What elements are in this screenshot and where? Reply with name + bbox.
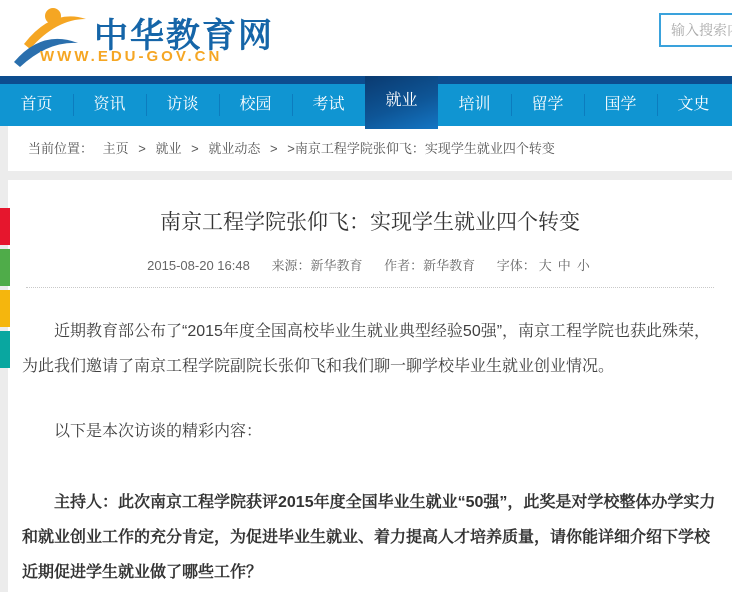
- font-size-label: 字体：: [496, 258, 536, 273]
- nav-item-abroad[interactable]: 留学: [511, 84, 584, 126]
- article-paragraph: 以下是本次访谈的精彩内容：: [54, 423, 263, 440]
- breadcrumb-link-home[interactable]: 主页: [102, 141, 129, 156]
- nav-item-home[interactable]: 首页: [20, 96, 53, 113]
- font-size-medium-button[interactable]: 中: [557, 258, 571, 273]
- article-title: 南京工程学院张仰飞：实现学生就业四个转变: [160, 211, 580, 234]
- nav-item-exam[interactable]: 考试: [292, 84, 365, 126]
- article-card: [8, 180, 732, 592]
- author-label: 作者：: [384, 258, 424, 273]
- share-rail: [0, 208, 10, 372]
- article-paragraph: 近期教育部公布了“2015年度全国高校毕业生就业典型经验50强”，南京工程学院也获此殊荣，为此我们邀请了南京工程学院副院长张仰飞和我们聊一聊学校毕业生就业创业情况。: [22, 323, 711, 375]
- font-size-control: [497, 258, 593, 273]
- article-paragraph-host-question: 主持人：此次南京工程学院获评2015年度全国毕业生就业“50强”，此奖是对学校整体办学实力和就业创业工作的充分肯定，为促进毕业生就业、着力提高人才培养质量，请你能详细介绍下学校近期促进学生就业做了哪些工作？: [22, 494, 716, 581]
- article-body: [22, 314, 718, 590]
- site-header: [0, 0, 732, 76]
- site-logo[interactable]: [10, 2, 370, 74]
- nav-item-interview[interactable]: 访谈: [146, 84, 219, 126]
- dotted-divider: [26, 286, 714, 288]
- article-meta: [8, 255, 732, 274]
- source-label: 来源：: [271, 258, 311, 273]
- breadcrumb-bar: [8, 126, 732, 171]
- author-field: [384, 258, 475, 273]
- breadcrumb-separator: >: [270, 141, 278, 156]
- nav-item-history[interactable]: 文史: [657, 84, 730, 126]
- nav-item-training[interactable]: 培训: [458, 96, 491, 113]
- breadcrumb-separator: >: [138, 141, 146, 156]
- font-size-small-button[interactable]: 小: [576, 258, 590, 273]
- font-size-large-button[interactable]: 大: [538, 258, 552, 273]
- breadcrumb-label: 当前位置：: [28, 141, 94, 156]
- share-wechat-button[interactable]: [0, 249, 10, 286]
- author-value: 新华教育: [423, 258, 476, 273]
- search-box: [659, 13, 732, 47]
- publish-datetime: 2015-08-20 16:48: [147, 258, 250, 273]
- breadcrumb-current: 南京工程学院张仰飞：实现学生就业四个转变: [294, 141, 555, 156]
- search-input[interactable]: [659, 13, 732, 47]
- source-value: 新华教育: [310, 258, 363, 273]
- breadcrumb-link-employment-news[interactable]: 就业动态: [208, 141, 261, 156]
- source-field: [271, 258, 362, 273]
- nav-item-campus[interactable]: 校园: [219, 84, 292, 126]
- nav-items: [0, 84, 732, 126]
- site-url-text: WWW.EDU-GOV.CN: [40, 48, 223, 65]
- main-nav: [0, 76, 732, 126]
- breadcrumb: [28, 126, 555, 171]
- site-title: 中华教育网: [94, 17, 274, 55]
- breadcrumb-link-employment[interactable]: 就业: [155, 141, 182, 156]
- nav-item-news[interactable]: 资讯: [73, 84, 146, 126]
- share-sina-weibo-button[interactable]: [0, 208, 10, 245]
- share-more-button[interactable]: [0, 331, 10, 368]
- share-qzone-button[interactable]: [0, 290, 10, 327]
- nav-item-sinology[interactable]: 国学: [584, 84, 657, 126]
- nav-item-employment-active[interactable]: 就业: [365, 76, 438, 129]
- breadcrumb-separator: >: [191, 141, 199, 156]
- breadcrumb-separator: >: [287, 141, 295, 156]
